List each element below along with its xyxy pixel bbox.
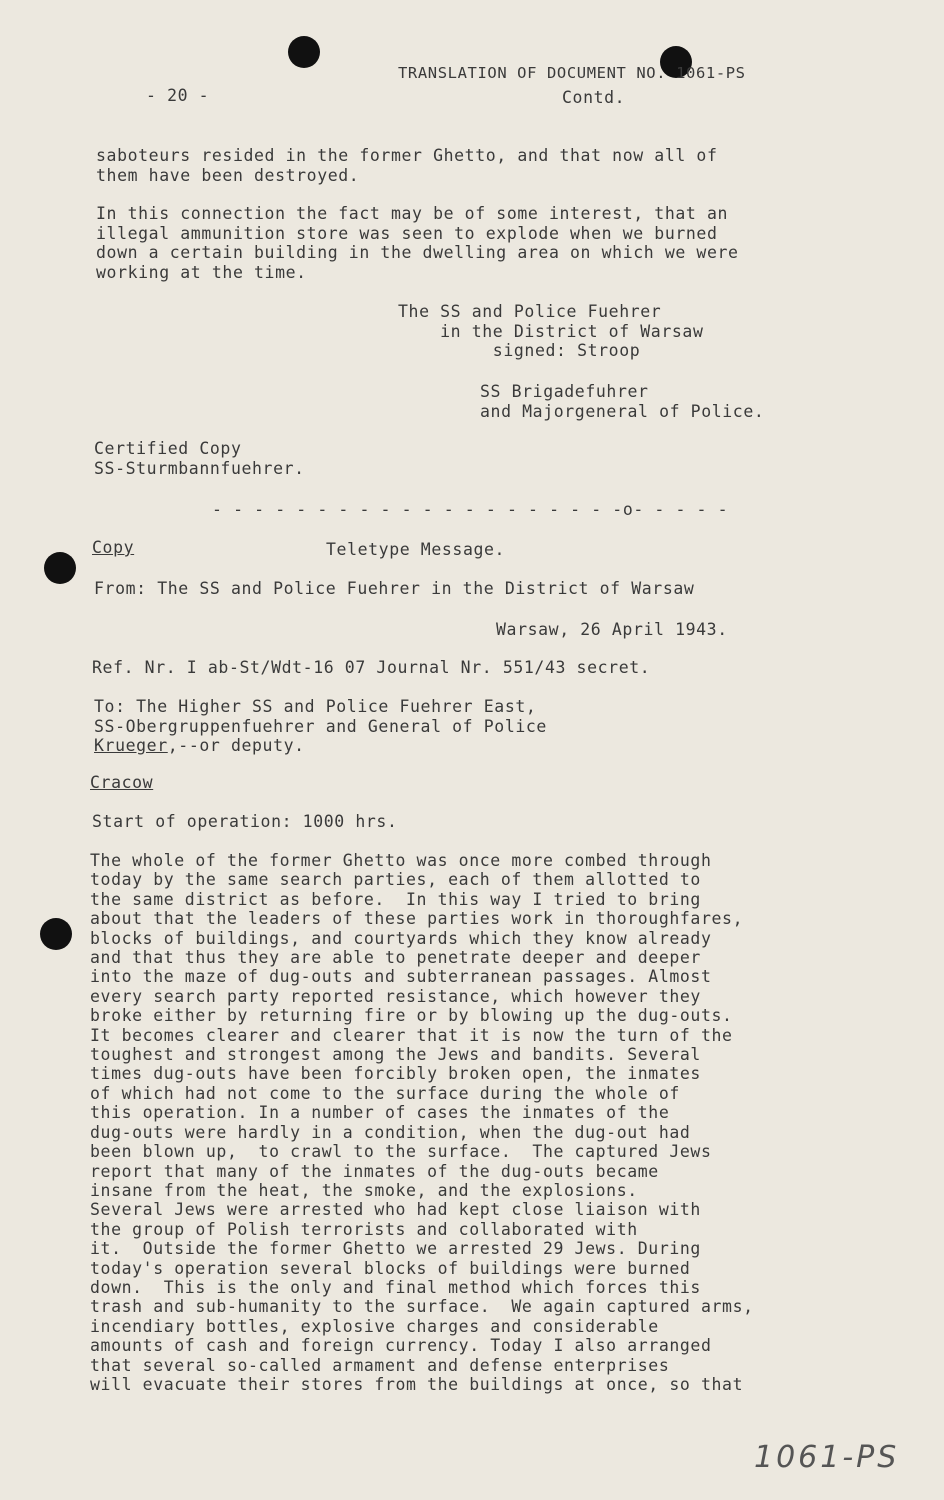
main-paragraph: The whole of the former Ghetto was once more combed through today by the same search parties, each of them allotted to the same district as before. In this way I tried to bring about that the leaders of these parties work in thoroughfares, blocks of buildings, and courtyards which they know already and that thus they are able to penetrate deeper and deeper into the maze of dug-outs and subterranean passages. Almost every search party reported resistance, which however they broke either by returning fire or by blowing up the dug-outs. It becomes clearer and clearer that it is now the turn of the toughest and strongest among the Jews and bandits. Several times dug-outs have been forcibly broken open, the inmates of which had not come to the surface during the whole of this operation. In a number of cases the inmates of the dug-outs were hardly in a condition, when the dug-out had been blown up, to crawl to the surface. The captured Jews report that many of the inmates of the dug-outs became insane from the heat, the smoke, and the explosions. Several Jews were arrested who had kept close liaison with the group of Polish terrorists and collaborated with it. Outside the former Ghetto we arrested 29 Jews. During today's operation several blocks of buildings were burned down. This is the only and final method which forces this trash and sub-humanity to the surface. We again captured arms, incendiary bottles, explosive charges and considerable amounts of cash and foreign currency. Today I also arranged that several so-called armament and defense enterprises will evacuate their stores from the buildings at once, so that: [90, 851, 754, 1394]
date-line: Warsaw, 26 April 1943.: [496, 620, 728, 639]
reference-line: Ref. Nr. I ab-St/Wdt-16 07 Journal Nr. 551/43 secret.: [92, 658, 651, 677]
punch-hole: [288, 36, 320, 68]
start-of-operation: Start of operation: 1000 hrs.: [92, 812, 398, 831]
separator-line: - - - - - - - - - - - - - - - - - - - -o- - - - -: [212, 500, 729, 519]
recipient-deputy: ,--or deputy.: [167, 736, 305, 755]
contd-label: Contd.: [562, 88, 626, 107]
page-number: - 20 -: [146, 86, 210, 105]
teletype-title: Teletype Message.: [326, 540, 506, 559]
cracow-label: Cracow: [90, 773, 154, 792]
recipient-name: Krueger: [94, 736, 168, 755]
signature-block-2: SS Brigadefuhrer and Majorgeneral of Police.: [480, 382, 765, 421]
copy-label: Copy: [92, 538, 135, 557]
document-title: TRANSLATION OF DOCUMENT NO. 1061-PS: [398, 64, 746, 82]
paragraph-2: In this connection the fact may be of some interest, that an illegal ammunition store was seen to explode when we burned down a certain building in the dwelling area on which we were working at the time.: [96, 204, 739, 282]
recipient-line: [94, 736, 305, 756]
handwritten-document-number: 1061-PS: [754, 1440, 900, 1475]
to-lines: To: The Higher SS and Police Fuehrer East, SS-Obergruppenfuehrer and General of Police: [94, 697, 547, 736]
certified-copy: Certified Copy SS-Sturmbannfuehrer.: [94, 439, 305, 478]
from-line: From: The SS and Police Fuehrer in the District of Warsaw: [94, 579, 695, 598]
punch-hole: [44, 552, 76, 584]
signature-block-1: The SS and Police Fuehrer in the District of Warsaw signed: Stroop: [398, 302, 704, 360]
punch-hole: [40, 918, 72, 950]
paragraph-1: saboteurs resided in the former Ghetto, and that now all of them have been destroyed.: [96, 146, 718, 185]
